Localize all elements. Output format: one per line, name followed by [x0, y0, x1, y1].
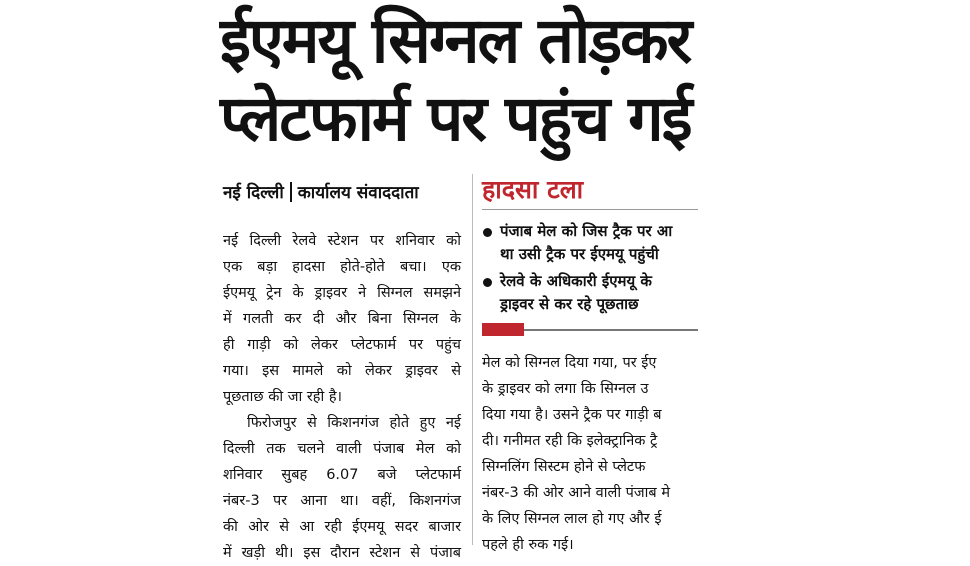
article-line: के लिए सिग्नल लाल हो गए और ई: [482, 511, 662, 527]
bullet-line: पंजाब मेल को जिस ट्रैक पर आ: [500, 222, 673, 240]
sidebar-accent-bar: [482, 323, 524, 336]
article-line: के ड्राइवर को लगा कि सिग्नल उ: [482, 381, 649, 397]
article-line: की ओर से आ रही ईएमयू सदर बाजार: [223, 519, 461, 535]
headline-line-1: ईएमयू सिग्नल तोड़कर: [220, 4, 691, 77]
sidebar-bullets: [482, 220, 742, 320]
byline-reporter: कार्यालय संवाददाता: [297, 183, 419, 203]
article-line: एक बड़ा हादसा होते-होते बचा। एक: [223, 259, 461, 275]
sidebar-rule: [524, 329, 698, 331]
bullet-dot-icon: [483, 228, 492, 237]
article-line: ईएमयू ट्रेन के ड्राइवर ने सिग्नल समझने: [223, 285, 461, 301]
article-line: पहले ही रुक गई।: [482, 537, 574, 553]
bullet-dot-icon: [483, 278, 492, 287]
article-line: में गलती कर दी और बिना सिग्नल के: [223, 311, 461, 327]
article-line: गया। इस मामले को लेकर ड्राइवर से: [223, 363, 461, 379]
article-line: नई दिल्ली रेलवे स्टेशन पर शनिवार को: [223, 233, 461, 249]
newspaper-clipping: [220, 0, 698, 561]
sidebar-bullet: [482, 270, 742, 316]
article-line: ही गाड़ी को लेकर प्लेटफार्म पर पहुंच: [223, 337, 461, 353]
article-line: शनिवार सुबह 6.07 बजे प्लेटफार्म: [223, 467, 461, 483]
byline: [223, 180, 419, 203]
bullet-line: रेलवे के अधिकारी ईएमयू के: [500, 272, 652, 290]
bullet-line: था उसी ट्रैक पर ईएमयू पहुंची: [500, 245, 659, 263]
article-right-column: [482, 350, 742, 558]
bullet-line: ड्राइवर से कर रहे पूछताछ: [500, 295, 639, 313]
article-line: पूछताछ की जा रही है।: [223, 389, 343, 405]
article-line: दिल्ली तक चलने वाली पंजाब मेल को: [223, 441, 461, 457]
article-line: दी। गनीमत रही कि इलेक्ट्रानिक ट्रै: [482, 433, 658, 449]
article-line: मेल को सिग्नल दिया गया, पर ईए: [482, 355, 657, 371]
sidebar-bullet: [482, 220, 742, 266]
article-line: नंबर-3 पर आना था। वहीं, किशनगंज: [223, 493, 461, 509]
sidebar-title: हादसा टला: [482, 175, 584, 204]
article-line: में खड़ी थी। इस दौरान स्टेशन से पंजाब: [223, 545, 461, 561]
byline-separator: [290, 182, 292, 202]
article-line: सिग्नलिंग सिस्टम होने से प्लेटफ: [482, 459, 646, 475]
byline-place: नई दिल्ली: [223, 183, 284, 203]
article-line: दिया गया है। उसने ट्रैक पर गाड़ी ब: [482, 407, 662, 423]
headline-line-2: प्लेटफार्म पर पहुंच गई: [220, 82, 691, 155]
article-left-column: [223, 228, 461, 566]
column-divider: [472, 174, 473, 545]
article-line: नंबर-3 की ओर आने वाली पंजाब मे: [482, 485, 670, 501]
article-line: फिरोजपुर से किशनगंज होते हुए नई: [247, 415, 461, 431]
sidebar-title-rule: [482, 209, 698, 210]
